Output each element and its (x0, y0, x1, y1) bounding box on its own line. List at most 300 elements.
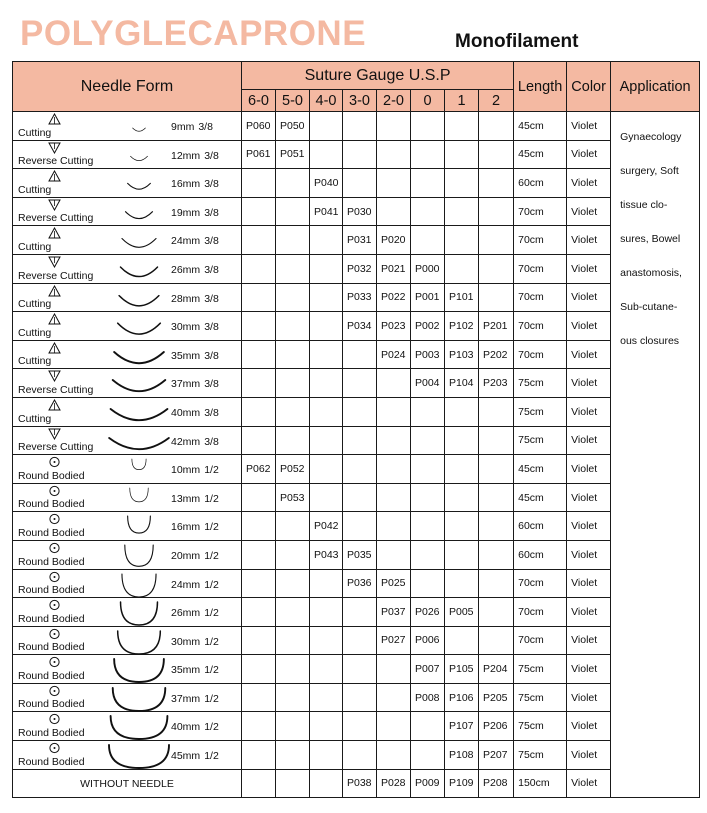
suture-table (12, 61, 700, 798)
header-length: Length (514, 62, 567, 112)
without-needle-label: WITHOUT NEEDLE (80, 777, 174, 790)
product-code-cell (479, 426, 514, 455)
product-code-cell (377, 397, 411, 426)
product-code-cell (310, 655, 343, 684)
needle-size-label (171, 550, 219, 562)
needle-curve-icon (108, 257, 170, 283)
product-code-cell: P027 (377, 626, 411, 655)
cutting-triangle-icon (48, 227, 61, 239)
product-code-cell: P020 (377, 226, 411, 255)
needle-curve-icon (108, 228, 170, 254)
product-code-cell: P040 (310, 169, 343, 198)
needle-length: 19mm (171, 206, 201, 219)
table-row (13, 455, 700, 484)
product-code-cell (242, 569, 276, 598)
needle-type-label: Reverse Cutting (18, 269, 94, 282)
needle-length: 10mm (171, 464, 201, 477)
product-code-cell (377, 197, 411, 226)
product-code-cell (242, 712, 276, 741)
product-code-cell (445, 512, 479, 541)
needle-form-cell (13, 712, 242, 741)
color-cell: Violet (567, 483, 611, 512)
product-code-cell: P101 (445, 283, 479, 312)
needle-form-cell (13, 483, 242, 512)
gauge-header-cell: 0 (411, 90, 445, 112)
product-code-cell: P003 (411, 340, 445, 369)
gauge-header-cell: 5-0 (276, 90, 310, 112)
product-code-cell (343, 397, 377, 426)
color-cell: Violet (567, 112, 611, 141)
product-code-cell: P103 (445, 340, 479, 369)
needle-curvature: 1/2 (204, 607, 219, 620)
round-bodied-icon (48, 628, 61, 640)
color-cell: Violet (567, 455, 611, 484)
header-needle-form: Needle Form (13, 62, 242, 112)
needle-length: 26mm (171, 607, 201, 620)
product-code-cell: P060 (242, 112, 276, 141)
product-code-cell: P105 (445, 655, 479, 684)
product-code-cell (242, 169, 276, 198)
needle-curvature: 1/2 (204, 692, 219, 705)
needle-size-label (171, 693, 219, 705)
product-code-cell (377, 655, 411, 684)
product-code-cell (310, 626, 343, 655)
product-code-cell: P043 (310, 540, 343, 569)
reverse-cutting-triangle-icon (48, 370, 61, 382)
needle-type-label: Cutting (18, 355, 52, 368)
table-row (13, 712, 700, 741)
length-cell: 70cm (514, 598, 567, 627)
product-code-cell: P032 (343, 254, 377, 283)
gauge-header-cell: 1 (445, 90, 479, 112)
needle-type-label: Cutting (18, 412, 52, 425)
application-text-line: sures, Bowel (620, 233, 681, 245)
needle-type-label: Cutting (18, 126, 52, 139)
gauge-header-cell: 3-0 (343, 90, 377, 112)
color-cell: Violet (567, 197, 611, 226)
product-code-cell (377, 540, 411, 569)
product-code-cell (343, 426, 377, 455)
needle-size-label (171, 721, 219, 733)
needle-length: 16mm (171, 178, 201, 191)
needle-curve-icon (108, 743, 170, 769)
needle-type-label: Reverse Cutting (18, 212, 94, 225)
product-code-cell (411, 426, 445, 455)
needle-form-cell (13, 569, 242, 598)
cutting-triangle-icon (48, 342, 61, 354)
page-title: POLYGLECAPRONE (20, 14, 367, 53)
needle-type-label: Cutting (18, 298, 52, 311)
needle-type-label: Round Bodied (18, 727, 85, 740)
needle-length: 9mm (171, 121, 195, 133)
length-cell: 70cm (514, 626, 567, 655)
table-row (13, 741, 700, 770)
reverse-cutting-triangle-icon (48, 428, 61, 440)
product-code-cell (276, 226, 310, 255)
needle-size-label (171, 521, 219, 533)
product-code-cell (310, 140, 343, 169)
length-cell: 70cm (514, 226, 567, 255)
needle-type-label: Reverse Cutting (18, 441, 94, 454)
product-code-cell (310, 683, 343, 712)
needle-form-cell (13, 340, 242, 369)
product-code-cell (310, 254, 343, 283)
product-code-cell (411, 226, 445, 255)
product-code-cell (377, 512, 411, 541)
product-code-cell (242, 254, 276, 283)
table-row (13, 540, 700, 569)
product-code-cell (479, 169, 514, 198)
needle-curvature: 3/8 (204, 263, 219, 276)
table-row (13, 197, 700, 226)
product-code-cell (411, 112, 445, 141)
product-code-cell (242, 683, 276, 712)
color-cell: Violet (567, 426, 611, 455)
cutting-triangle-icon (48, 113, 61, 125)
product-code-cell: P061 (242, 140, 276, 169)
product-code-cell: P102 (445, 312, 479, 341)
product-code-cell (479, 455, 514, 484)
needle-length: 35mm (171, 664, 201, 677)
product-code-cell (479, 397, 514, 426)
table-body (13, 112, 700, 798)
product-code-cell: P053 (276, 483, 310, 512)
color-cell: Violet (567, 512, 611, 541)
color-cell: Violet (567, 712, 611, 741)
needle-curvature: 3/8 (204, 206, 219, 219)
product-code-cell: P050 (276, 112, 310, 141)
table-row (13, 569, 700, 598)
table-row (13, 369, 700, 398)
needle-length: 20mm (171, 549, 201, 562)
product-code-cell (310, 712, 343, 741)
product-code-cell (445, 483, 479, 512)
product-code-cell (276, 569, 310, 598)
product-code-cell (242, 626, 276, 655)
header-suture-gauge: Suture Gauge U.S.P (242, 62, 514, 90)
product-code-cell (343, 683, 377, 712)
product-code-cell (242, 340, 276, 369)
product-code-cell: P206 (479, 712, 514, 741)
product-code-cell (310, 312, 343, 341)
product-code-cell: P106 (445, 683, 479, 712)
needle-length: 37mm (171, 378, 201, 391)
color-cell: Violet (567, 140, 611, 169)
product-code-cell (479, 540, 514, 569)
product-code-cell (411, 397, 445, 426)
product-code-cell (343, 140, 377, 169)
product-code-cell (242, 369, 276, 398)
color-cell: Violet (567, 169, 611, 198)
needle-curve-icon (108, 600, 170, 626)
product-code-cell (310, 598, 343, 627)
table-row (13, 254, 700, 283)
product-code-cell (479, 569, 514, 598)
application-cell (611, 112, 700, 798)
product-code-cell: P030 (343, 197, 377, 226)
product-code-cell (411, 569, 445, 598)
product-code-cell (310, 340, 343, 369)
product-code-cell (377, 426, 411, 455)
product-code-cell (276, 169, 310, 198)
product-code-cell: P036 (343, 569, 377, 598)
product-code-cell (242, 197, 276, 226)
needle-form-cell (13, 741, 242, 770)
application-text-line: ous closures (620, 335, 680, 347)
round-bodied-icon (48, 485, 61, 497)
length-cell: 75cm (514, 426, 567, 455)
needle-type-label: Round Bodied (18, 526, 85, 539)
needle-curvature: 1/2 (204, 635, 219, 648)
needle-curvature: 3/8 (204, 292, 219, 305)
product-code-cell (276, 540, 310, 569)
needle-type-label: Round Bodied (18, 584, 85, 597)
needle-form-cell (13, 254, 242, 283)
product-code-cell: P208 (479, 769, 514, 798)
needle-form-cell (13, 226, 242, 255)
product-code-cell: P108 (445, 741, 479, 770)
needle-form-cell (13, 169, 242, 198)
needle-length: 13mm (171, 492, 201, 505)
needle-curvature: 1/2 (204, 492, 219, 505)
color-cell: Violet (567, 683, 611, 712)
product-code-cell: P107 (445, 712, 479, 741)
product-code-cell (479, 197, 514, 226)
product-code-cell: P202 (479, 340, 514, 369)
length-cell: 150cm (514, 769, 567, 798)
product-code-cell (343, 626, 377, 655)
product-code-cell (445, 112, 479, 141)
product-code-cell (479, 626, 514, 655)
needle-curvature: 3/8 (204, 321, 219, 334)
product-code-cell (343, 483, 377, 512)
product-code-cell (445, 626, 479, 655)
product-code-cell: P052 (276, 455, 310, 484)
needle-type-label: Round Bodied (18, 555, 85, 568)
needle-size-label (171, 464, 219, 476)
product-code-cell (310, 741, 343, 770)
product-code-cell: P051 (276, 140, 310, 169)
reverse-cutting-triangle-icon (48, 199, 61, 211)
product-code-cell: P042 (310, 512, 343, 541)
product-code-cell: P203 (479, 369, 514, 398)
product-code-cell (343, 340, 377, 369)
product-code-cell (377, 140, 411, 169)
needle-size-label (171, 321, 219, 333)
table-row (13, 655, 700, 684)
product-code-cell (479, 283, 514, 312)
needle-type-label: Cutting (18, 183, 52, 196)
length-cell: 70cm (514, 569, 567, 598)
product-code-cell (276, 283, 310, 312)
product-code-cell (479, 140, 514, 169)
product-code-cell: P007 (411, 655, 445, 684)
product-code-cell (377, 741, 411, 770)
product-code-cell (343, 112, 377, 141)
needle-curve-icon (108, 343, 170, 369)
needle-length: 16mm (171, 521, 201, 534)
product-code-cell (411, 169, 445, 198)
product-code-cell: P026 (411, 598, 445, 627)
product-code-cell (343, 598, 377, 627)
needle-curve-icon (108, 400, 170, 426)
round-bodied-icon (48, 685, 61, 697)
product-code-cell (445, 397, 479, 426)
needle-curvature: 1/2 (204, 664, 219, 677)
product-code-cell (377, 683, 411, 712)
product-code-cell: P204 (479, 655, 514, 684)
needle-form-cell (13, 140, 242, 169)
product-code-cell (377, 712, 411, 741)
round-bodied-icon (48, 742, 61, 754)
needle-curve-icon (108, 200, 170, 226)
product-code-cell (445, 197, 479, 226)
product-code-cell (242, 540, 276, 569)
product-code-cell (310, 483, 343, 512)
product-code-cell: P037 (377, 598, 411, 627)
needle-curve-icon (108, 686, 170, 712)
length-cell: 75cm (514, 397, 567, 426)
product-code-cell (411, 483, 445, 512)
cutting-triangle-icon (48, 399, 61, 411)
application-text-line: Sub-cutane- (620, 301, 678, 313)
needle-length: 40mm (171, 406, 201, 419)
product-code-cell: P028 (377, 769, 411, 798)
product-code-cell (276, 741, 310, 770)
length-cell: 70cm (514, 340, 567, 369)
product-code-cell: P104 (445, 369, 479, 398)
length-cell: 60cm (514, 169, 567, 198)
product-code-cell: P205 (479, 683, 514, 712)
needle-length: 24mm (171, 235, 201, 248)
product-code-cell (242, 741, 276, 770)
round-bodied-icon (48, 456, 61, 468)
product-code-cell (242, 598, 276, 627)
product-code-cell (310, 569, 343, 598)
needle-curve-icon (108, 429, 170, 455)
product-code-cell (445, 455, 479, 484)
application-text-line: Gynaecology (620, 131, 682, 143)
product-code-cell (276, 683, 310, 712)
table-row (13, 626, 700, 655)
needle-size-label (171, 579, 219, 591)
length-cell: 70cm (514, 312, 567, 341)
needle-form-cell (13, 397, 242, 426)
needle-curve-icon (108, 143, 170, 169)
round-bodied-icon (48, 513, 61, 525)
needle-form-cell (13, 369, 242, 398)
needle-curvature: 3/8 (204, 406, 219, 419)
color-cell: Violet (567, 769, 611, 798)
cutting-triangle-icon (48, 170, 61, 182)
product-code-cell (276, 426, 310, 455)
product-code-cell (343, 512, 377, 541)
needle-form-cell (13, 426, 242, 455)
needle-length: 40mm (171, 721, 201, 734)
product-code-cell (242, 283, 276, 312)
reverse-cutting-triangle-icon (48, 142, 61, 154)
product-code-cell (310, 226, 343, 255)
product-code-cell (242, 226, 276, 255)
product-code-cell (445, 226, 479, 255)
cutting-triangle-icon (48, 285, 61, 297)
needle-curvature: 3/8 (204, 349, 219, 362)
needle-size-label (171, 235, 219, 247)
needle-type-label: Cutting (18, 326, 52, 339)
product-code-cell: P109 (445, 769, 479, 798)
needle-size-label (171, 121, 213, 133)
color-cell: Violet (567, 741, 611, 770)
product-code-cell: P002 (411, 312, 445, 341)
needle-curvature: 3/8 (204, 235, 219, 248)
table-row (13, 512, 700, 541)
needle-length: 45mm (171, 750, 201, 763)
product-code-cell: P035 (343, 540, 377, 569)
round-bodied-icon (48, 713, 61, 725)
round-bodied-icon (48, 656, 61, 668)
table-header (13, 62, 700, 112)
length-cell: 45cm (514, 140, 567, 169)
application-text-line: tissue clo- (620, 199, 668, 211)
product-code-cell (242, 769, 276, 798)
product-code-cell (276, 197, 310, 226)
needle-form-cell (13, 769, 242, 798)
header-application: Application (611, 62, 700, 112)
product-code-cell (479, 112, 514, 141)
needle-curve-icon (108, 514, 170, 540)
needle-length: 42mm (171, 435, 201, 448)
product-code-cell (445, 540, 479, 569)
product-code-cell (310, 426, 343, 455)
product-code-cell: P022 (377, 283, 411, 312)
needle-curvature: 1/2 (204, 750, 219, 763)
table-row (13, 483, 700, 512)
needle-form-cell (13, 598, 242, 627)
table-row (13, 426, 700, 455)
needle-size-label (171, 607, 219, 619)
needle-size-label (171, 436, 219, 448)
color-cell: Violet (567, 598, 611, 627)
product-code-cell (479, 512, 514, 541)
color-cell: Violet (567, 254, 611, 283)
needle-size-label (171, 664, 219, 676)
needle-curve-icon (108, 314, 170, 340)
needle-type-label: Round Bodied (18, 469, 85, 482)
table-row (13, 312, 700, 341)
needle-curvature: 3/8 (204, 378, 219, 391)
product-code-cell (276, 340, 310, 369)
gauge-header-cell: 4-0 (310, 90, 343, 112)
needle-curve-icon (108, 286, 170, 312)
product-code-cell (377, 112, 411, 141)
product-code-cell (445, 426, 479, 455)
color-cell: Violet (567, 226, 611, 255)
product-code-cell: P201 (479, 312, 514, 341)
table-row (13, 340, 700, 369)
needle-curvature: 1/2 (204, 464, 219, 477)
table-row (13, 140, 700, 169)
application-text-line: surgery, Soft (620, 165, 679, 177)
product-code-cell (445, 169, 479, 198)
color-cell: Violet (567, 369, 611, 398)
reverse-cutting-triangle-icon (48, 256, 61, 268)
needle-size-label (171, 493, 219, 505)
table-row (13, 169, 700, 198)
product-code-cell (242, 312, 276, 341)
needle-size-label (171, 407, 219, 419)
product-code-cell: P041 (310, 197, 343, 226)
needle-type-label: Round Bodied (18, 669, 85, 682)
